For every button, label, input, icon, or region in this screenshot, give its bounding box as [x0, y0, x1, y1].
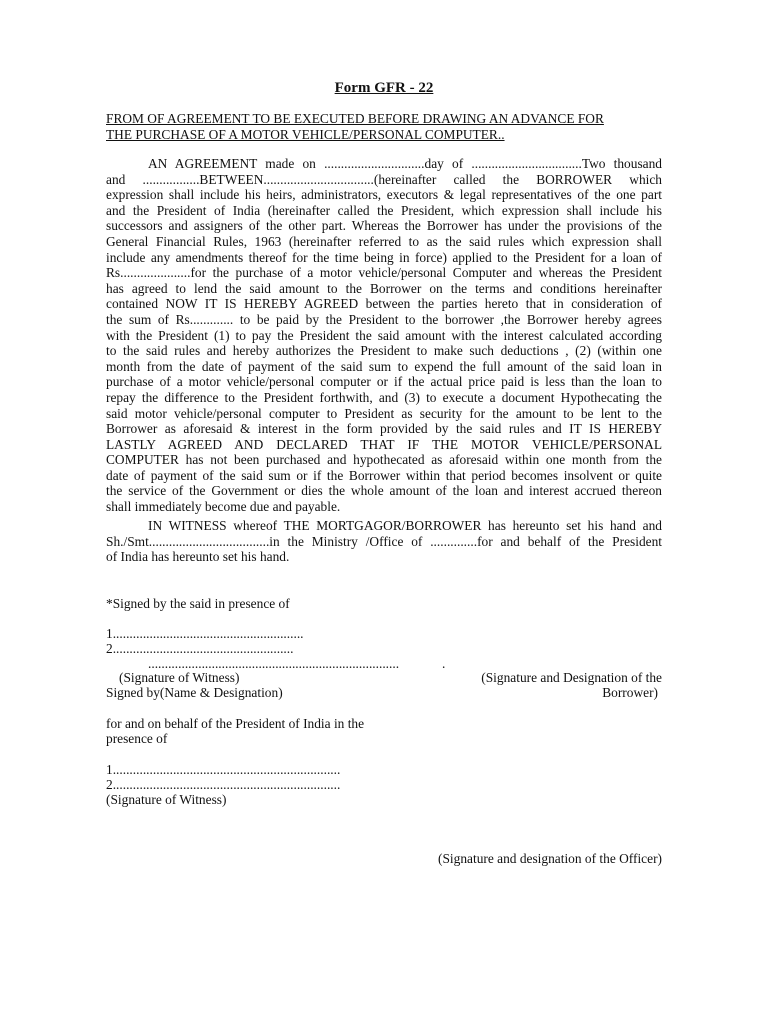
agreement-line: the sum of Rs............. to be paid by the President to the borrower ,the Borrower hereby agrees [106, 311, 662, 327]
agreement-line: contained NOW IT IS HEREBY AGREED between the parties hereto that in consideration of [106, 296, 662, 312]
agreement-line: AN AGREEMENT made on ..............................day of .................................Two thousand [148, 156, 662, 171]
president-presence-line: presence of [106, 731, 168, 746]
agreement-line: has agreed to lend the said amount to the Borrower on the terms and conditions hereinafter [106, 280, 662, 296]
agreement-line: purchase of a motor vehicle/personal computer or if the actual price paid is less than the loan to [106, 374, 662, 390]
agreement-line: repay the difference to the President forthwith, and (3) to execute a document Hypothecating the [106, 389, 662, 405]
president-witness-line-2: 2.................................................................... [106, 777, 341, 792]
agreement-line: said motor vehicle/personal computer to President as security for the amount to be lent to the [106, 405, 662, 421]
agreement-line: COMPUTER has not been purchased and hypothecated as aforesaid within one month from the [106, 452, 662, 468]
agreement-paragraph [106, 156, 662, 515]
agreement-line: LASTLY AGREED AND DECLARED THAT IF THE MOTOR VEHICLE/PERSONAL [106, 436, 662, 452]
agreement-line: and .................BETWEEN.................................(hereinafter called the BORROWER which [106, 171, 662, 187]
agreement-line: Rs.....................for the purchase of a motor vehicle/personal Computer and whereas the President [106, 265, 662, 281]
borrower-dotted-line: ........................................................................... [148, 656, 400, 671]
witness-paragraph [106, 518, 662, 565]
signed-in-presence-label: *Signed by the said in presence of [106, 596, 290, 611]
agreement-line: include any amendments thereof for the time being in force) applied to the President for a loan of [106, 249, 662, 265]
borrower-signature-label-cont: Borrower) [602, 685, 658, 700]
agreement-line: the service of the Government or dies the whole amount of the loan and interest accrued thereon [106, 483, 662, 499]
witness-line: of India has hereunto set his hand. [106, 549, 290, 565]
agreement-line: Borrower as aforesaid & interest in the form provided by the said rules and IT IS HEREBY [106, 421, 662, 437]
agreement-line: month from the date of payment of the said sum to expend the full amount of the said loan in [106, 358, 662, 374]
witness-line: IN WITNESS whereof THE MORTGAGOR/BORROWER has hereunto set his hand and [148, 518, 662, 533]
form-title: Form GFR - 22 [334, 80, 434, 96]
agreement-line: shall immediately become due and payable. [106, 499, 341, 515]
witness-line: Sh./Smt....................................in the Ministry /Office of ..............for and behalf of the President [106, 533, 662, 549]
president-signature-of-witness: (Signature of Witness) [106, 792, 227, 807]
witness-line-1: 1......................................................... [106, 626, 304, 641]
heading-line: FROM OF AGREEMENT TO BE EXECUTED BEFORE DRAWING AN ADVANCE FOR [106, 111, 604, 126]
president-witness-line-1: 1.................................................................... [106, 762, 341, 777]
president-behalf-line: for and on behalf of the President of India in the [106, 716, 365, 731]
borrower-signature-label: (Signature and Designation of the [481, 670, 662, 685]
witness-line-2: 2...................................................... [106, 641, 294, 656]
agreement-line: expression shall include his heirs, administrators, executors & legal representatives of the one part [106, 187, 662, 203]
agreement-line: with the President (1) to pay the President the said amount with the interest calculated according [106, 327, 662, 343]
signed-by-label: Signed by(Name & Designation) [106, 685, 283, 700]
agreement-line: and the President of India (hereinafter called the President, which expression shall include his [106, 202, 662, 218]
officer-signature-label: (Signature and designation of the Officer) [438, 851, 662, 866]
agreement-line: successors and assigners of the other part. Whereas the Borrower has under the provisions of the [106, 218, 662, 234]
heading-line: THE PURCHASE OF A MOTOR VEHICLE/PERSONAL COMPUTER.. [106, 126, 505, 142]
agreement-line: to the said rules and hereby authorizes the President to make such deductions , (2) (within one [106, 343, 662, 359]
signature-of-witness-label: (Signature of Witness) [119, 670, 240, 685]
agreement-line: General Financial Rules, 1963 (hereinafter referred to as the said rules which expression shall [106, 233, 662, 249]
dotted-line-end: . [442, 656, 446, 671]
form-heading [106, 111, 666, 142]
agreement-line: date of payment of the said sum or if the Borrower within that period becomes insolvent or quite [106, 467, 662, 483]
